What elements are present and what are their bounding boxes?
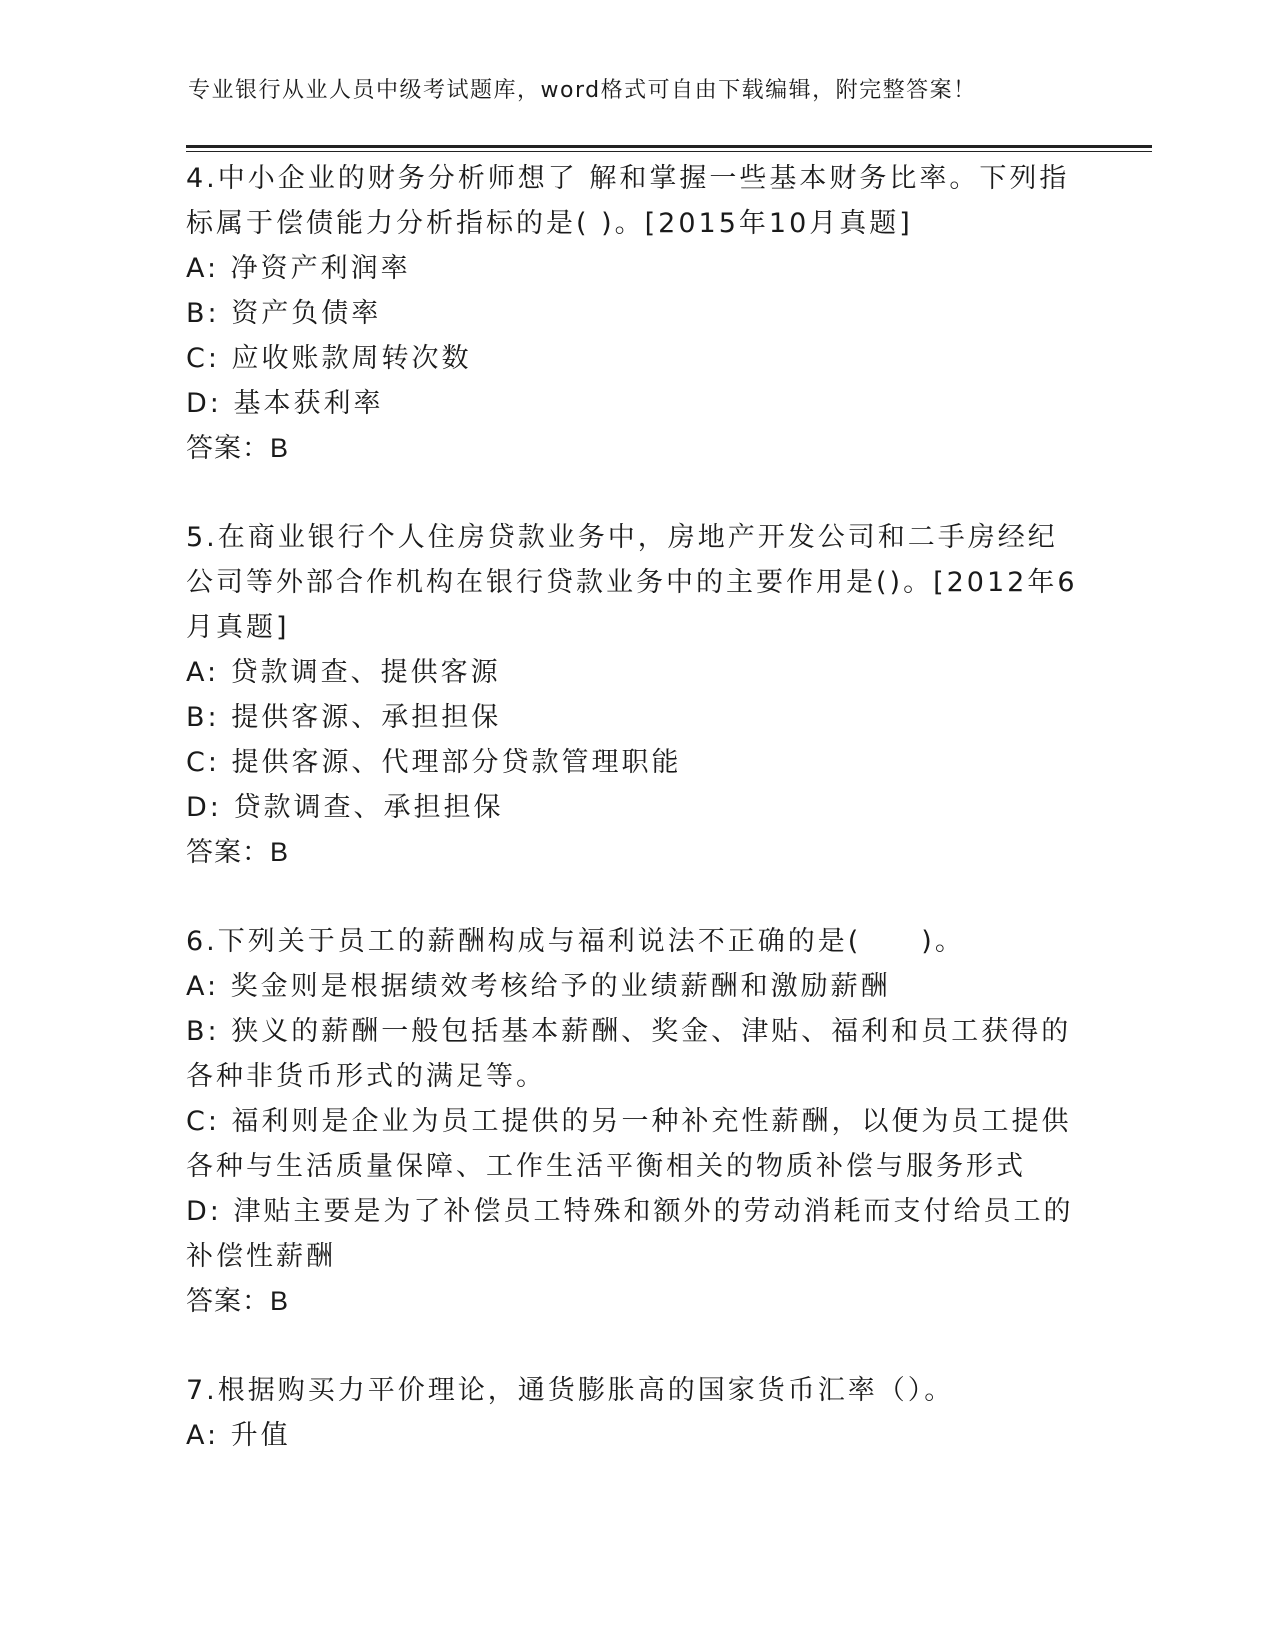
question-block xyxy=(186,515,1086,875)
option-a: A: 贷款调查、提供客源 xyxy=(186,657,501,688)
page-header: 专业银行从业人员中级考试题库，word格式可自由下载编辑，附完整答案！ xyxy=(188,78,977,103)
option-a: A: 净资产利润率 xyxy=(186,253,411,284)
option-a: A: 奖金则是根据绩效考核给予的业绩薪酬和激励薪酬 xyxy=(186,971,891,1002)
question-list xyxy=(186,156,1086,1458)
question-stem: 4.中小企业的财务分析师想了 解和掌握一些基本财务比率。下列指标属于偿债能力分析指标的是( )。[2015年10月真题] xyxy=(186,163,1070,239)
option-c: C: 提供客源、代理部分贷款管理职能 xyxy=(186,747,682,778)
header-rule-thick xyxy=(186,145,1152,148)
question-block xyxy=(186,919,1086,1324)
option-b: B: 提供客源、承担担保 xyxy=(186,702,502,733)
option-b: B: 资产负债率 xyxy=(186,298,382,329)
option-d: D: 贷款调查、承担担保 xyxy=(186,792,504,823)
option-a: A: 升值 xyxy=(186,1420,291,1451)
option-d: D: 津贴主要是为了补偿员工特殊和额外的劳动消耗而支付给员工的补偿性薪酬 xyxy=(186,1196,1074,1272)
option-c: C: 应收账款周转次数 xyxy=(186,343,472,374)
answer-line: 答案：B xyxy=(186,433,290,463)
question-block xyxy=(186,1368,1086,1458)
question-block xyxy=(186,156,1086,471)
option-b: B: 狭义的薪酬一般包括基本薪酬、奖金、津贴、福利和员工获得的各种非货币形式的满足等。 xyxy=(186,1016,1072,1092)
answer-line: 答案：B xyxy=(186,837,290,867)
question-stem: 6.下列关于员工的薪酬构成与福利说法不正确的是( )。 xyxy=(186,926,965,957)
option-d: D: 基本获利率 xyxy=(186,388,384,419)
question-stem: 7.根据购买力平价理论，通货膨胀高的国家货币汇率（）。 xyxy=(186,1375,955,1406)
header-rule-thin xyxy=(186,151,1152,152)
answer-line: 答案：B xyxy=(186,1286,290,1316)
option-c: C: 福利则是企业为员工提供的另一种补充性薪酬，以便为员工提供各种与生活质量保障、工作生活平衡相关的物质补偿与服务形式 xyxy=(186,1106,1072,1182)
question-stem: 5.在商业银行个人住房贷款业务中，房地产开发公司和二手房经纪公司等外部合作机构在银行贷款业务中的主要作用是()。[2012年6月真题] xyxy=(186,522,1078,643)
